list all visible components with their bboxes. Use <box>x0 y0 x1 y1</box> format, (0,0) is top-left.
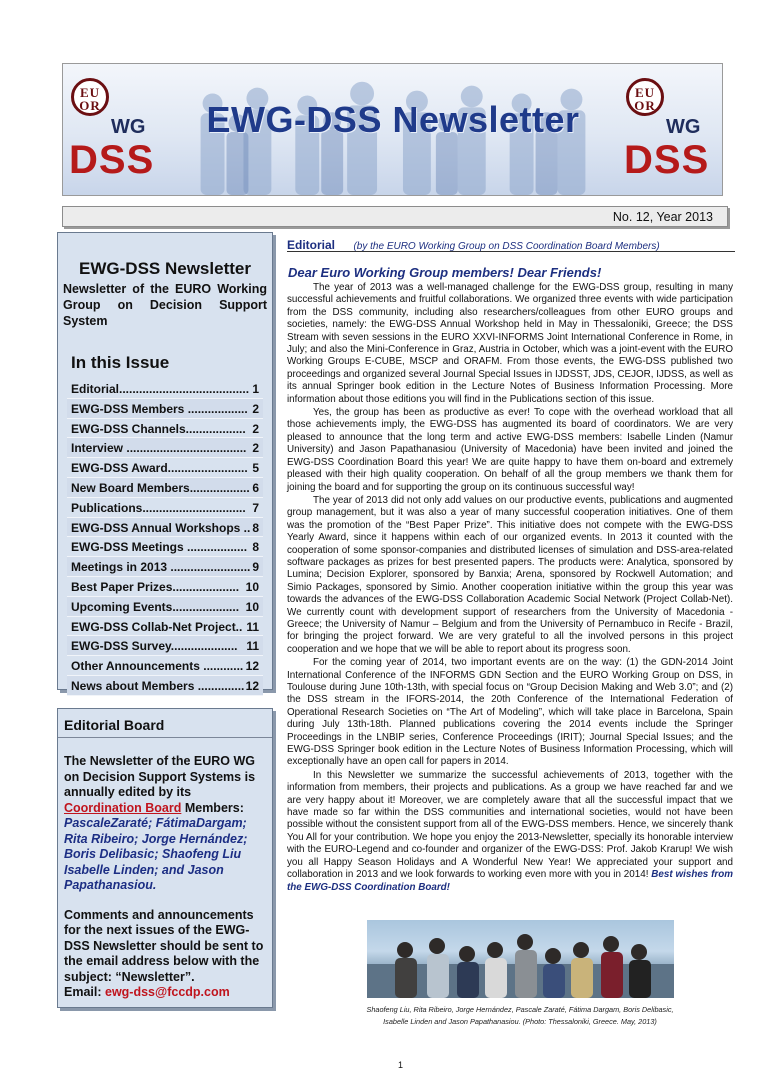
toc-item-page: 10 <box>245 599 259 614</box>
toc-item[interactable] <box>67 498 263 518</box>
toc-item-label: Upcoming Events.................... <box>71 599 240 614</box>
toc-item-page: 1 <box>252 382 259 396</box>
toc-item[interactable] <box>67 597 263 617</box>
editorial-paragraph-final <box>287 770 733 894</box>
editorial-board-title: Editorial Board <box>64 717 165 733</box>
editorial-board-box <box>57 708 273 1008</box>
toc-item-label: EWG-DSS Collab-Net Project.. <box>71 619 243 634</box>
editorial-header <box>287 236 735 252</box>
toc-item-page: 8 <box>252 520 259 535</box>
toc-item-label: EWG-DSS Annual Workshops .. <box>71 520 251 535</box>
logo-dss-text: DSS <box>624 138 710 182</box>
sidebar-newsletter-title: EWG-DSS Newsletter <box>79 259 251 278</box>
group-photo <box>367 920 674 998</box>
euro-logo-icon: EU OR <box>71 78 109 116</box>
board-member-names: PascaleZaraté; FátimaDargam; Rita Ribeiro; Jorge Hernández; Boris Delibasic; Shaofeng Liu Isabelle Linden; and Jason Papathanasiou. <box>64 816 248 892</box>
toc-item-label: EWG-DSS Survey.................... <box>71 639 238 654</box>
euro-logo-icon: EU OR <box>626 78 664 116</box>
toc-item-label: Meetings in 2013 ........................ <box>71 560 251 575</box>
toc-item[interactable] <box>67 537 263 557</box>
best-wishes-text: Best wishes from the EWG-DSS Coordination Board! <box>287 869 733 893</box>
caption-line: Isabelle Linden and Jason Papathanasiou. (Photo: Thessaloniki, Greece. May, 2013) <box>383 1017 657 1026</box>
toc-item-page: 12 <box>245 678 259 693</box>
editorial-greeting: Dear Euro Working Group members! Dear Friends! <box>288 265 602 280</box>
editorial-board-intro-text: The Newsletter of the EURO WG on Decision Support Systems is annually edited by its <box>64 754 256 799</box>
issue-number-bar: No. 12, Year 2013 <box>62 206 728 227</box>
newsletter-banner <box>62 63 723 196</box>
toc-item[interactable] <box>67 399 263 419</box>
toc-item-label: EWG-DSS Members .................. <box>71 401 248 416</box>
editorial-board-intro <box>58 738 272 816</box>
editorial-paragraph: The year of 2013 did not only add values on our productive events, publications and augmented group management, but it was also a year of many successful cooperation initiatives. One of them was the promotion of the “Best Paper Prize”. This initiative does not compete with the EWG-DSS Yearly Award, since it happens within each of our organized events. In 2013 it counted with the cooperation of some sponsor-companies and distributed licenses of simulation and DSS-area-related software packages as prizes for best presented papers. The products were: Analytica, sponsored by Lumina; Decision Explorer, sponsored by Banxia; Arena, sponsored by Rockwell Automation; and Simio Packages, sponsored by Simio. Another cooperation initiative within the group this year was towards the advances of the EWG-DSS Collaboration Academic Social Network (Project Collab-Net). We currently count with development support of researchers from the University of Macedonia - Greece; the University of Namur – Belgium and from the University of Pernambuco in Recife - Brazil, for bringing the project forward. We are very grateful to all the involved persons in this project cooperation and we hope that we will be able to report about its progress soon. <box>287 494 733 655</box>
toc-item-label: EWG-DSS Award........................ <box>71 461 248 476</box>
toc-item-page: 8 <box>252 540 259 555</box>
toc-item[interactable] <box>67 676 263 696</box>
toc-item[interactable] <box>67 617 263 637</box>
toc-item-label: EWG-DSS Meetings .................. <box>71 540 248 555</box>
toc-item[interactable] <box>67 656 263 676</box>
comments-text: Comments and announcements for the next issues of the EWG-DSS Newsletter should be sent to the email address below with the subject: “Newsletter”. <box>64 907 264 984</box>
editorial-body <box>287 282 733 895</box>
toc-item[interactable] <box>67 636 263 656</box>
editorial-paragraph-text: In this Newsletter we summarize the successful achievements of 2013, together with the information from members, their projects and publications. As a group we have reached far and we are very happy about it! Moreover, we are completely aware that all the successful impact that we have made so far within the DSS communities and international societies, would not have been possible without the consistent support from all of the EWG-DSS members. Hence, we sincerely thank You All for your contribution. We hope you enjoy the 2013-Newsletter, specially its honorable interview with the EURO-Legend and co-founder and organizer of the EWG-DSS: Prof. Jakob Krarup! We wish you all Happy Season Holidays and A Wonderful New Year! We appreciated your support and collaboration in 2013 and we look forwards to working even more with you in 2014! <box>287 769 733 881</box>
group-photo-image <box>367 920 674 998</box>
toc-item-page: 6 <box>252 480 259 495</box>
email-link[interactable]: ewg-dss@fccdp.com <box>105 985 230 999</box>
editorial-paragraph: For the coming year of 2014, two important events are on the way: (1) the GDN-2014 Joint International Conference of the INFORMS GDN Section and the EURO Working Group on DSS, in Toulouse during June 10th-13th, with special focus on “Group Decision Making and Web 3.0”; and (2) the DSS stream in the IFORS-2014, the 20th Conference of the International Federation of Operational Research Societies on “The Art of Modeling”, which will take place in Barcelona, Spain during July 13th-18th. Planned publications covering the 2014 events include the Springer Proceedings in the LNBIP series, Conference Proceedings (IRIT); Journal Special Issues; and the EWG-DSS Springer book edition in the Lecture Notes of Business Information Processing, which will exceptionally have an open call for papers in 2014. <box>287 657 733 768</box>
table-of-contents-box <box>57 232 273 693</box>
toc-item-label: Best Paper Prizes.................... <box>71 579 240 594</box>
editorial-byline: (by the EURO Working Group on DSS Coordination Board Members) <box>353 241 660 252</box>
editorial-paragraph: Yes, the group has been as productive as ever! To cope with the overhead workload that all those achievements imply, the EWG-DSS has augmented its board of coordinators. We are very pleased to announce that the long term and active EWG-DSS members: Isabelle Linden (Namur University) and Jason Papathanasiou (University of Macedonia) have been invited and joined the EWG-DSS Coordination Board this year! We are quite happy to have them on-board and extremely pleased with their high quality cooperation. On behalf of all the group members we thank them for joining the board and for supporting the group on its continuous successful way! <box>287 407 733 493</box>
toc-item-page: 9 <box>252 560 259 575</box>
toc-item-label: Interview .................................... <box>71 441 247 456</box>
caption-line: Shaofeng Liu, Rita Ribeiro, Jorge Hernández, Pascale Zaraté, Fátima Dargam, Boris Delibasic, <box>366 1005 674 1014</box>
toc-item-label: Other Announcements ............ <box>71 659 244 674</box>
toc-item-page: 10 <box>245 579 259 594</box>
page-number: 1 <box>398 1060 404 1070</box>
toc-item-page: 2 <box>252 421 259 436</box>
toc-item[interactable] <box>67 379 263 399</box>
toc-item-page: 11 <box>246 619 259 634</box>
logo-wg-text: WG <box>666 116 701 138</box>
toc-item-page: 12 <box>245 659 259 674</box>
coordination-board-link[interactable]: Coordination Board <box>64 800 182 815</box>
toc-item-label: Publications............................... <box>71 500 246 515</box>
toc-item-page: 2 <box>252 401 259 416</box>
logo-dss-text: DSS <box>69 138 155 182</box>
members-label: Members: <box>181 800 244 815</box>
editorial-label: Editorial <box>287 238 336 252</box>
toc-item[interactable] <box>67 478 263 498</box>
toc-item-page: 5 <box>252 461 259 476</box>
toc-item-page: 2 <box>252 441 259 456</box>
email-label: Email: <box>64 985 105 999</box>
toc-item[interactable] <box>67 577 263 597</box>
toc-item[interactable] <box>67 458 263 478</box>
toc-item-page: 7 <box>252 500 259 515</box>
toc-item-label: New Board Members.................. <box>71 480 250 495</box>
photo-caption <box>300 1004 740 1028</box>
toc-item-page: 11 <box>246 639 259 654</box>
toc-item[interactable] <box>67 438 263 458</box>
toc-item[interactable] <box>67 419 263 439</box>
logo-wg-text: WG <box>111 116 146 138</box>
in-this-issue-heading: In this Issue <box>71 353 170 372</box>
ewg-dss-logo-right <box>624 78 710 190</box>
toc-item-label: News about Members .............. <box>71 678 245 693</box>
ewg-dss-logo-left <box>69 78 155 190</box>
toc-item[interactable] <box>67 518 263 538</box>
sidebar-newsletter-subtitle: Newsletter of the EURO Working Group on Decision Support System <box>63 282 267 328</box>
toc-list <box>58 379 272 696</box>
toc-item[interactable] <box>67 557 263 577</box>
newsletter-title: EWG-DSS Newsletter <box>206 99 580 140</box>
editorial-paragraph: The year of 2013 was a well-managed challenge for the EWG-DSS group, resulting in many successful achievements and fruitful collaborations. We organized three events with wide participation from the DSS community, including also researchers/colleagues from other EURO groups and societies, namely: the EWG-DSS Annual Workshop held in May in Thessaloniki, Greece; the DSS Stream with seven sessions in the EURO XXVI-INFORMS Joint International Conference in Rome, in July; and also the Mini-Conference in Graz, Austria in October, which was a joint-event with the EURO Working Groups E-CUBE, MSCP and ORAFM. From those events, the EWG-DSS published two proceedings and organized several Journal Special Issues in IJDSST, JDS, CEJOR, IJDSS, as well as its annual Springer book edition in the Lecture Notes of Business Information Processing. More information about those editions you will find in the Publications section of this issue. <box>287 282 733 405</box>
editorial-board-comments <box>58 894 272 1001</box>
toc-item-label: EWG-DSS Channels.................. <box>71 421 246 436</box>
toc-item-label: Editorial....................................... <box>71 382 250 396</box>
